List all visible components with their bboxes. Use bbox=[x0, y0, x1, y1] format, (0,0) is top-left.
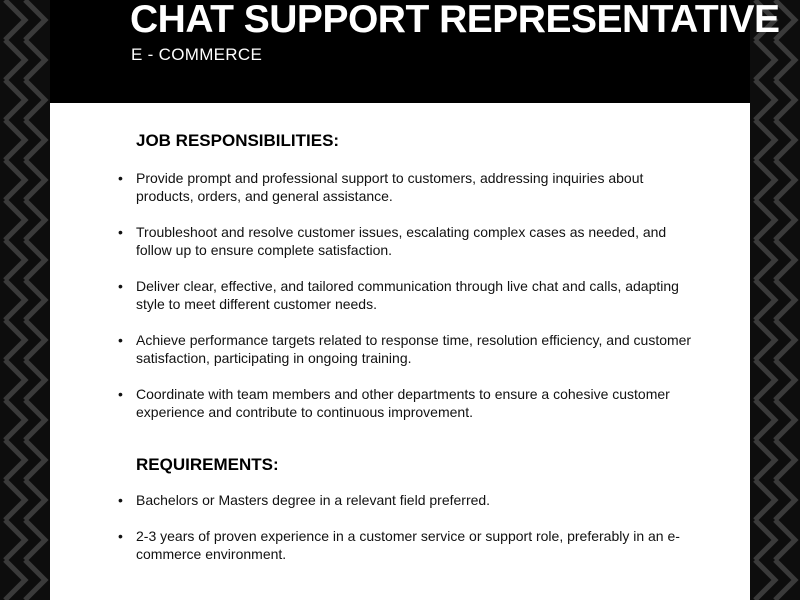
bullet-icon: • bbox=[118, 386, 123, 402]
bullet-icon: • bbox=[118, 332, 123, 348]
bullet-icon: • bbox=[118, 492, 123, 508]
responsibilities-list bbox=[118, 169, 696, 439]
bullet-icon: • bbox=[118, 278, 123, 294]
list-item bbox=[118, 223, 696, 259]
list-item-text: 2-3 years of proven experience in a customer service or support role, preferably in an e-commerce environment. bbox=[136, 528, 680, 562]
left-chevron-pattern bbox=[0, 0, 50, 600]
responsibilities-heading: JOB RESPONSIBILITIES: bbox=[136, 131, 340, 150]
bullet-icon: • bbox=[118, 170, 123, 186]
list-item-text: Bachelors or Masters degree in a relevant field preferred. bbox=[136, 492, 491, 508]
list-item-text: Achieve performance targets related to response time, resolution efficiency, and customer satisfaction, participating in ongoing training. bbox=[136, 332, 692, 366]
list-item bbox=[118, 169, 696, 205]
list-item bbox=[118, 277, 696, 313]
job-title: CHAT SUPPORT REPRESENTATIVE bbox=[130, 0, 780, 41]
job-description-card bbox=[50, 103, 750, 600]
right-chevron-pattern bbox=[750, 0, 800, 600]
bullet-icon: • bbox=[118, 224, 123, 240]
list-item bbox=[118, 491, 696, 509]
header-banner bbox=[50, 0, 780, 103]
list-item bbox=[118, 385, 696, 421]
bullet-icon: • bbox=[118, 528, 123, 544]
requirements-list bbox=[118, 491, 696, 581]
requirements-heading: REQUIREMENTS: bbox=[136, 455, 279, 474]
list-item bbox=[118, 527, 696, 563]
list-item-text: Deliver clear, effective, and tailored communication through live chat and calls, adapting style to meet different customer needs. bbox=[136, 278, 679, 312]
list-item-text: Troubleshoot and resolve customer issues, escalating complex cases as needed, and follow up to ensure complete satisfaction. bbox=[136, 224, 667, 258]
list-item-text: Provide prompt and professional support to customers, addressing inquiries about products, orders, and general assistance. bbox=[136, 170, 644, 204]
list-item-text: Coordinate with team members and other departments to ensure a cohesive customer experience and contribute to continuous improvement. bbox=[136, 386, 670, 420]
list-item bbox=[118, 331, 696, 367]
job-category: E - COMMERCE bbox=[131, 45, 263, 64]
